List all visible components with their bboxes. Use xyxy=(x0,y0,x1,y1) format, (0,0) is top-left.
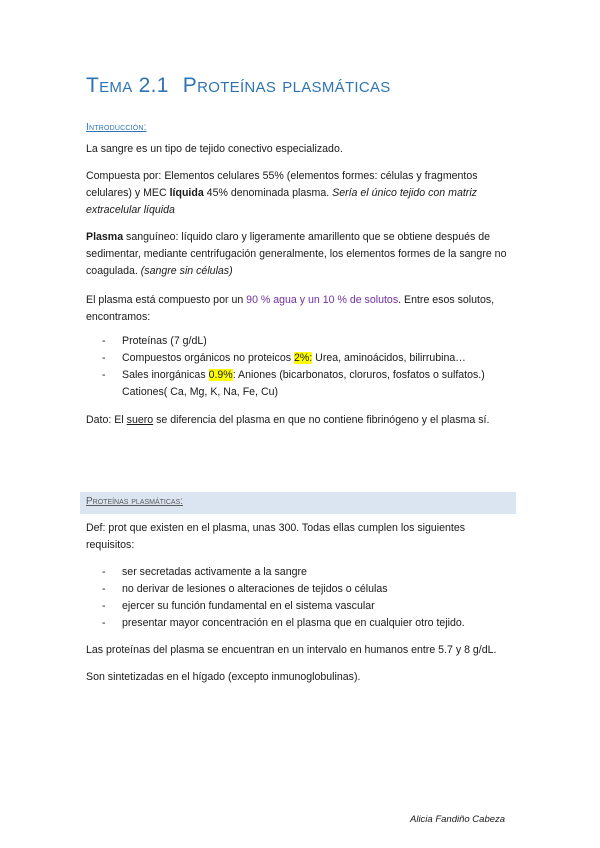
section-heading-band xyxy=(80,492,516,514)
list-item: - presentar mayor concentración en el plasma que en cualquier otro tejido. xyxy=(102,617,465,629)
list-item: - Sales inorgánicas 0.9%: Aniones (bicarbonatos, cloruros, fosfatos o sulfatos.) Cationes( Ca, Mg, K, Na, Fe, Cu) xyxy=(102,369,485,398)
paragraph-plasma: Plasma sanguíneo: líquido claro y ligeramente amarillento que se obtiene después de sedimentar, mediante centrifugación generalmente, los elementos formes de la sangre no coagulada. (sangre sin células) xyxy=(86,231,507,277)
solutes-list xyxy=(86,333,526,401)
paragraph-composition: Compuesta por: Elementos celulares 55% (elementos formes: células y fragmentos celulares) y MEC líquida 45% denominada plasma. Sería el único tejido con matriz extracelular líquida xyxy=(86,170,478,216)
paragraph-serum-note: Dato: El suero se diferencia del plasma en que no contiene fibrinógeno y el plasma sí. xyxy=(86,414,490,426)
section-heading-proteins: Proteínas plasmáticas: xyxy=(86,496,184,507)
paragraph-definition: Def: prot que existen en el plasma, unas 300. Todas ellas cumplen los siguientes requisitos: xyxy=(86,522,466,551)
paragraph-concentration: Las proteínas del plasma se encuentran en un intervalo en humanos entre 5.7 y 8 g/dL. xyxy=(86,644,497,656)
list-item: - ser secretadas activamente a la sangre xyxy=(102,566,307,578)
list-item: - Proteínas (7 g/dL) xyxy=(102,335,207,347)
requirements-list xyxy=(86,564,526,632)
page-title xyxy=(86,74,391,98)
title-prefix: Tema 2.1 xyxy=(86,74,169,97)
footer-author: Alicia Fandiño Cabeza xyxy=(410,814,506,825)
title-main: Proteínas plasmáticas xyxy=(182,74,391,97)
paragraph-synthesis: Son sintetizadas en el hígado (excepto inmunoglobulinas). xyxy=(86,671,361,683)
list-item: - no derivar de lesiones o alteraciones de tejidos o células xyxy=(102,583,388,595)
paragraph-plasma-composition: El plasma está compuesto por un 90 % agua y un 10 % de solutos. Entre esos solutos, encontramos: xyxy=(86,294,495,323)
list-item: - Compuestos orgánicos no proteicos 2%: Urea, aminoácidos, bilirrubina… xyxy=(102,352,466,364)
intro-heading: Introducción: xyxy=(86,122,147,133)
paragraph-blood-definition: La sangre es un tipo de tejido conectivo especializado. xyxy=(86,143,343,155)
list-item: - ejercer su función fundamental en el sistema vascular xyxy=(102,600,375,612)
